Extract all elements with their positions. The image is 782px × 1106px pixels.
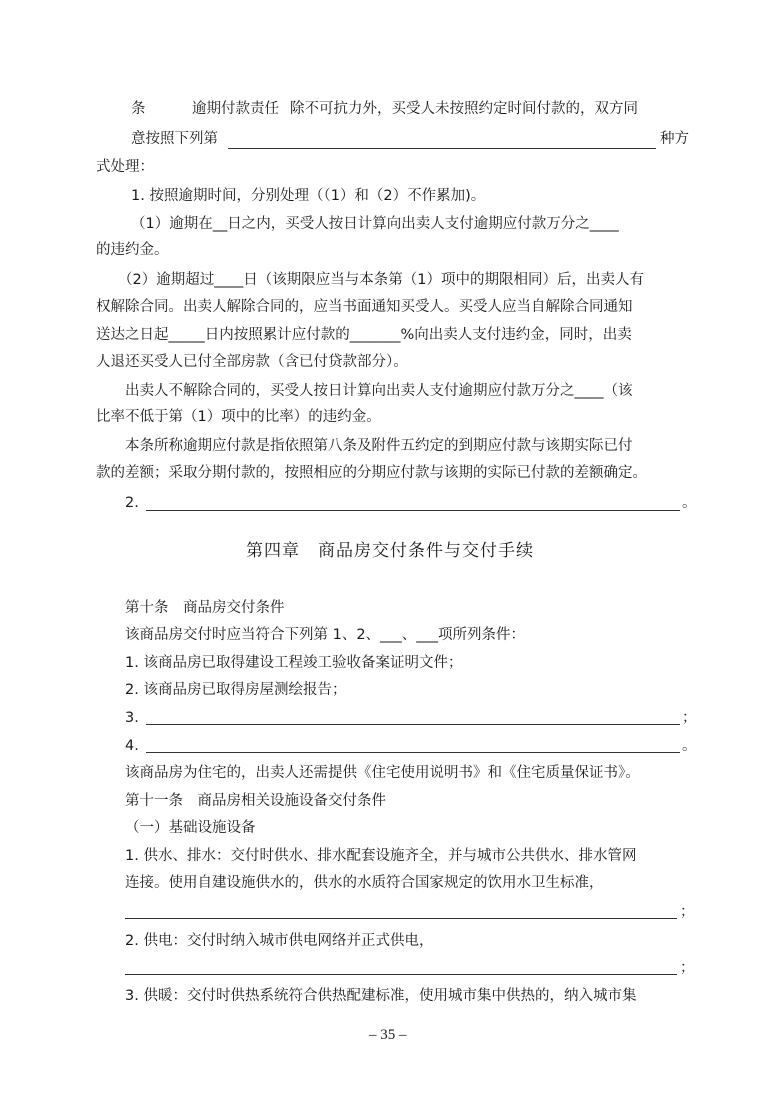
text-line: （2）逾期超过____日（该期限应当与本条第（1）项中的期限相同）后，出卖人有 [118,272,644,288]
text-line: 1. 按照逾期时间，分别处理（（1）和（2）不作累加)。 [131,188,486,204]
text-line: 。 [682,738,697,754]
text-line: 2. 该商品房已取得房屋测绘报告； [125,682,347,698]
text-line: ； [680,960,695,976]
text-line: 意按照下列第 [131,131,218,147]
text-line: 该商品房交付时应当符合下列第 1、2、___、___项所列条件： [125,627,526,643]
text-line: 权解除合同。出卖人解除合同的，应当书面通知买受人。买受人应当自解除合同通知 [96,299,633,315]
item-number: 3. [125,710,139,726]
section-heading: （一）基础设施设备 [125,820,256,836]
text-line: 比率不低于第（1）项中的比率）的违约金。 [96,409,381,425]
text-line: 2. 供电：交付时纳入城市供电网络并正式供电， [125,933,434,949]
blank-line [146,510,680,511]
article-heading: 第十一条 商品房相关设施设备交付条件 [125,793,386,809]
text-line: 。 [682,495,697,511]
text-line: 本条所称逾期应付款是指依照第八条及附件五约定的到期应付款与该期实际已付 [125,438,633,454]
text-line: ； [682,710,697,726]
text-line: 种方 [660,131,689,147]
article-prefix: 条 [131,101,146,117]
page-number: – 35 – [369,1027,407,1043]
item-number: 4. [125,738,139,754]
blank-line [125,974,677,975]
text-line: （1）逾期在__日之内，买受人按日计算向出卖人支付逾期应付款万分之____ [131,216,619,232]
text-line: 款的差额；采取分期付款的，按照相应的分期应付款与该期的实际已付款的差额确定。 [96,465,647,481]
text-line: 1. 该商品房已取得建设工程竣工验收备案证明文件； [125,655,463,671]
blank-line [146,724,680,725]
blank-line [228,148,656,149]
chapter-heading: 第四章 商品房交付条件与交付手续 [246,541,534,561]
text-line: ； [680,904,695,920]
text-line: 该商品房为住宅的，出卖人还需提供《住宅使用说明书》和《住宅质量保证书》。 [125,765,640,781]
article-heading: 第十条 商品房交付条件 [125,600,285,616]
text-line: 人退还买受人已付全部房款（含已付贷款部分）。 [96,354,408,370]
text-line: 出卖人不解除合同的，买受人按日计算向出卖人支付逾期应付款万分之____（该 [125,383,633,399]
item-number: 2. [125,495,139,511]
text-line: 式处理： [96,159,154,175]
blank-line [146,752,680,753]
text-line: 送达之日起_____日内按照累计应付款的_______%向出卖人支付违约金，同时，出卖 [96,327,632,343]
text-line: 1. 供水、排水：交付时供水、排水配套设施齐全，并与城市公共供水、排水管网 [125,848,637,864]
blank-line [125,918,677,919]
article-title: 逾期付款责任 [192,101,279,117]
text-line: 除不可抗力外，买受人未按照约定时间付款的，双方同 [290,101,638,117]
text-line: 连接。使用自建设施供水的，供水的水质符合国家规定的饮用水卫生标准， [125,875,604,891]
text-line: 3. 供暖：交付时供热系统符合供热配建标准，使用城市集中供热的，纳入城市集 [125,988,637,1004]
text-line: 的违约金。 [96,242,169,258]
